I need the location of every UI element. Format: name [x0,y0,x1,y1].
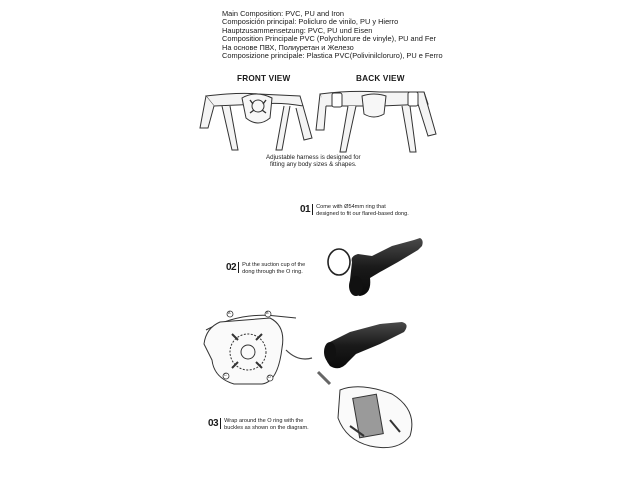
down-arrow-icon [318,372,330,384]
step-text-line: designed to fit our flared-based dong. [316,210,409,217]
curved-arrow-icon [286,350,312,359]
step-number: 01 [300,204,313,215]
step-number: 03 [208,418,221,429]
step-text-line: buckles as shown on the diagram. [224,424,309,431]
step-text-line: Come with Ø54mm ring that [316,204,386,210]
harness-caption-line: Adjustable harness is designed for [266,154,361,161]
dong-illustration-step2 [349,238,423,296]
marker-b-label: B [266,311,269,315]
composition-line: Composition Principale PVC (Polychlorure de vinyle), PU and Fer [222,34,437,44]
step-number: 02 [226,262,239,273]
composition-line: Main Composition: PVC, PU and Iron [222,9,344,18]
front-view-harness [200,93,312,150]
dong-illustration-step3 [324,322,407,368]
composition-line: Hauptzusammensetzung: PVC, PU und Eisen [222,25,373,35]
composition-line: На основе ПВХ, Полиуретан и Железо [222,42,354,52]
harness-caption [266,154,361,168]
harness-caption-line: fitting any body sizes & shapes. [269,161,357,169]
back-view-title: BACK VIEW [356,74,405,83]
marker-c-label: C [224,373,227,377]
harness-ring-diagram [204,315,296,384]
step-text [224,418,309,431]
ring-wrap-detail [338,387,412,448]
o-ring-icon [328,249,350,275]
step-01 [300,204,409,217]
step-text [242,262,305,275]
marker-a-label: A [228,311,231,315]
step-text-line: dong through the O ring. [242,268,303,275]
step-text-line: Put the suction cup of the [242,262,306,268]
composition-line: Composizione principale: Plastica PVC(Polivinilcloruro), PU e Ferro [222,51,443,61]
composition-line: Composición principal: Policluro de vinilo, PU y Hierro [222,17,399,27]
back-view-harness [316,91,436,152]
front-view-title: FRONT VIEW [237,74,291,83]
step-text-line: Wrap around the O ring with the [224,418,304,424]
step-03 [208,418,309,431]
step-02 [226,262,305,275]
marker-d-label: D [268,375,271,379]
step-text [316,204,409,217]
